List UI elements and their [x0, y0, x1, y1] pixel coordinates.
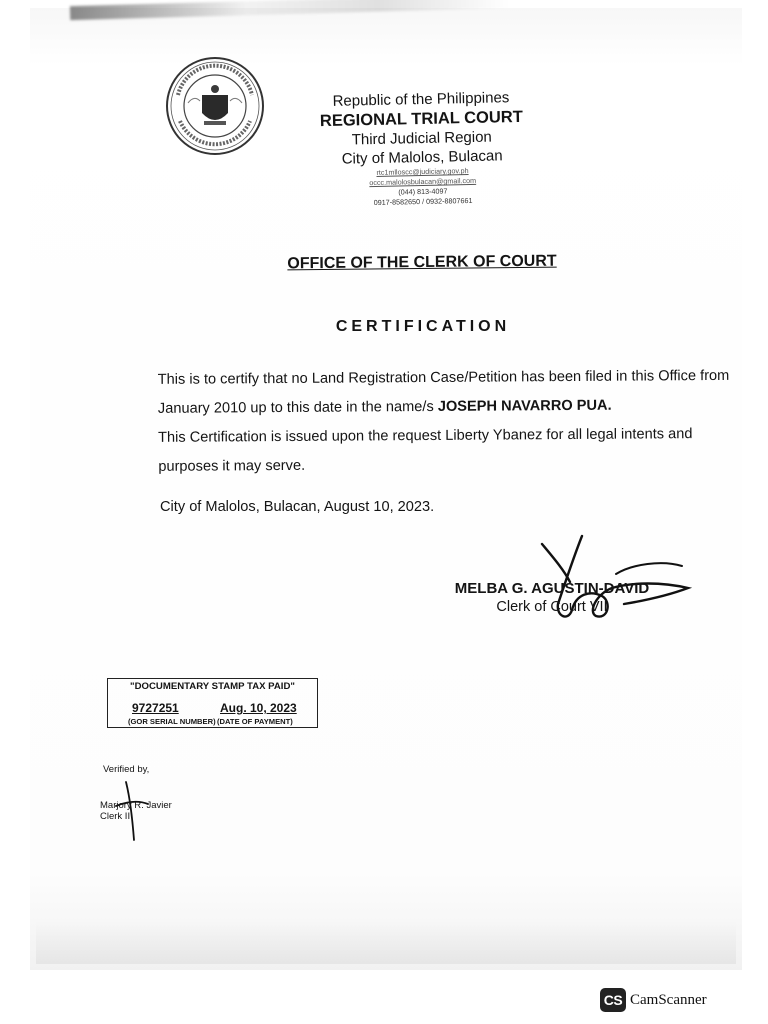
stamp-serial-label: (GOR SERIAL NUMBER) — [128, 717, 216, 726]
paragraph-one — [110, 362, 738, 424]
subject-name: JOSEPH NAVARRO PUA. — [437, 397, 612, 415]
camscanner-label: CamScanner — [630, 991, 707, 1008]
stamp-date-label: (DATE OF PAYMENT) — [217, 717, 293, 726]
office-heading: OFFICE OF THE CLERK OF COURT — [287, 252, 557, 273]
court-seal-icon — [164, 55, 266, 157]
court-email-secondary: occc.malolosbulacan@gmail.com — [369, 175, 477, 188]
camscanner-logo-icon: CS — [600, 988, 626, 1012]
court-email-primary: rtc1mlloscc@judiciary.gov.ph — [376, 166, 469, 177]
stamp-serial-number: 9727251 — [132, 701, 179, 715]
verified-by-label: Verified by, — [103, 764, 150, 775]
verifier-name: Marjory R. Javier — [100, 800, 172, 811]
stamp-payment-date: Aug. 10, 2023 — [220, 701, 297, 715]
certification-body — [110, 362, 739, 482]
court-mobile: 0917-8582650 / 0932-8807661 — [373, 195, 473, 208]
paragraph-two: This Certification is issued upon the request Liberty Ybanez for all legal intents and purposes it may serve. — [158, 426, 693, 475]
judicial-region: Third Judicial Region — [351, 128, 492, 149]
signatory-title: Clerk of Court VII — [496, 599, 608, 615]
scan-shadow — [36, 920, 736, 964]
documentary-stamp-box — [107, 678, 318, 728]
signatory-block — [440, 579, 664, 617]
certification-title: CERTIFICATION — [335, 318, 511, 335]
court-letterhead — [291, 87, 553, 209]
court-name: REGIONAL TRIAL COURT — [319, 107, 523, 131]
camscanner-watermark — [600, 988, 707, 1012]
signatory-name: MELBA G. AGUSTIN-DAVID — [454, 580, 650, 597]
paragraph-one-text: This is to certify that no Land Registration Case/Petition has been filed in this Office from January 2010 up to this date in the name/s — [157, 367, 730, 417]
court-city: City of Malolos, Bulacan — [341, 147, 503, 168]
verifier-title: Clerk II — [100, 811, 131, 822]
court-phone: (044) 813-4097 — [398, 186, 448, 197]
issue-date-line: City of Malolos, Bulacan, August 10, 2023. — [160, 499, 435, 515]
stamp-title: "DOCUMENTARY STAMP TAX PAID" — [130, 681, 295, 692]
republic-line: Republic of the Philippines — [332, 89, 510, 110]
